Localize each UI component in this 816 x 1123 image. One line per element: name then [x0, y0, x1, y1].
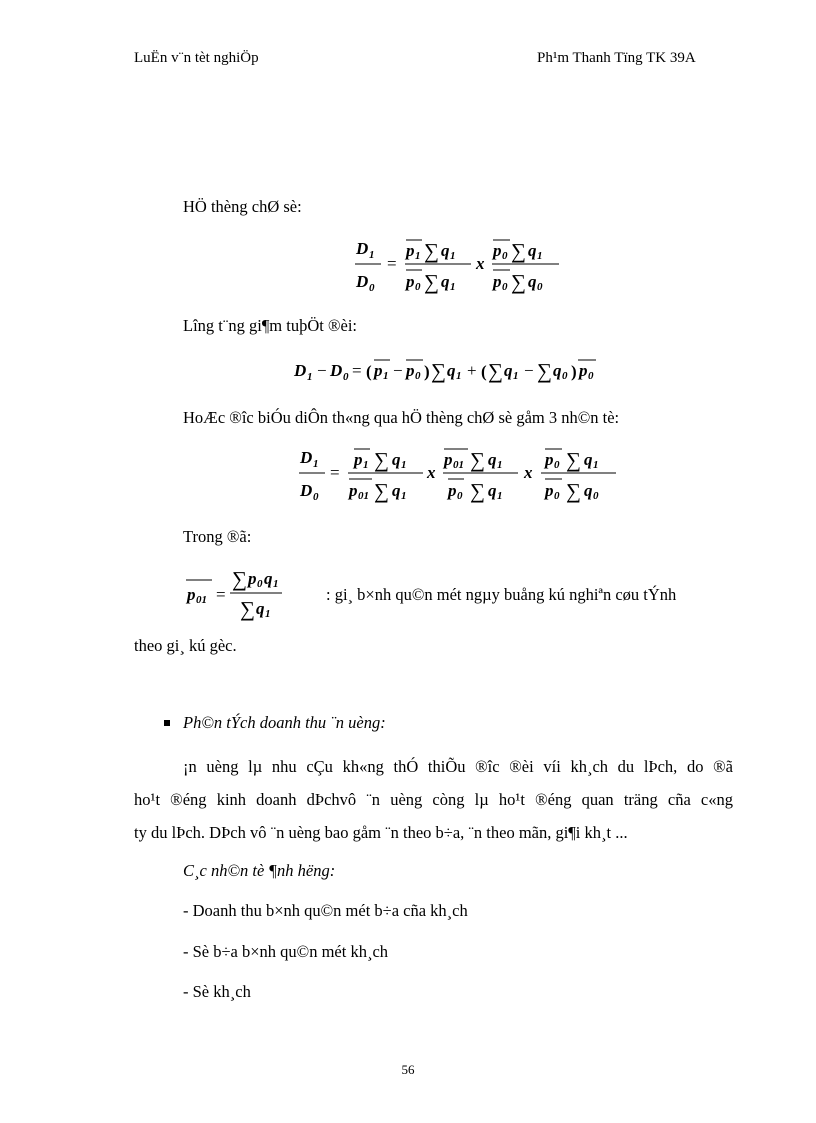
- svg-text:p: p: [545, 450, 554, 469]
- svg-text:0: 0: [313, 491, 319, 503]
- formula-average-price: [184, 566, 324, 624]
- svg-text:=: =: [216, 585, 226, 604]
- svg-text:∑: ∑: [566, 448, 581, 472]
- svg-text:1: 1: [513, 370, 519, 382]
- header-right: Ph¹m Thanh Tïng TK 39A: [537, 50, 696, 66]
- svg-text:∑: ∑: [488, 359, 503, 383]
- svg-text:1: 1: [383, 370, 389, 382]
- svg-text:−: −: [317, 361, 327, 380]
- svg-text:01: 01: [196, 594, 207, 606]
- header-left: LuËn v¨n tèt nghiÖp: [134, 50, 259, 66]
- svg-text:−: −: [393, 361, 403, 380]
- svg-text:p: p: [579, 361, 588, 380]
- svg-text:1: 1: [265, 608, 271, 620]
- svg-text:q: q: [488, 450, 497, 469]
- paragraph-three-factors: HoÆc ®îc biÓu diÔn th«ng qua hÖ thèng chØ sè gåm 3 nh©n tè:: [183, 408, 620, 427]
- svg-text:x: x: [524, 463, 533, 482]
- svg-text:∑: ∑: [424, 270, 439, 294]
- svg-text:∑: ∑: [431, 359, 446, 383]
- svg-text:=: =: [352, 361, 362, 380]
- svg-text:q: q: [488, 481, 497, 500]
- svg-text:∑: ∑: [470, 448, 485, 472]
- svg-text:0: 0: [343, 371, 349, 383]
- svg-text:p: p: [349, 481, 358, 500]
- svg-text:=: =: [387, 254, 397, 273]
- svg-text:D: D: [356, 272, 369, 291]
- svg-text:0: 0: [502, 281, 508, 293]
- paragraph-base-price: theo gi¸ kú gèc.: [134, 636, 237, 655]
- svg-text:(: (: [481, 362, 487, 381]
- formula-three-factor-index: [298, 441, 628, 505]
- bullet-square-icon: [164, 720, 170, 726]
- body-line-2: ho¹t ®éng kinh doanh dÞchvô ¨n uèng còng lµ ho¹t ®éng quan träng cña c«ng: [134, 790, 733, 809]
- svg-text:q: q: [528, 272, 537, 291]
- svg-text:0: 0: [562, 370, 568, 382]
- svg-text:1: 1: [415, 250, 421, 262]
- svg-text:0: 0: [554, 490, 560, 502]
- svg-text:1: 1: [313, 458, 319, 470]
- svg-text:0: 0: [593, 490, 599, 502]
- factor-item: - Doanh thu b×nh qu©n mét b÷a cña kh¸ch: [183, 901, 468, 920]
- factor-item: - Sè b÷a b×nh qu©n mét kh¸ch: [183, 942, 389, 961]
- svg-text:p: p: [354, 450, 363, 469]
- svg-text:1: 1: [593, 459, 599, 471]
- svg-text:∑: ∑: [566, 479, 581, 503]
- svg-text:+: +: [467, 361, 477, 380]
- section-title-food-revenue: Ph©n tÝch doanh thu ¨n uèng:: [183, 713, 386, 732]
- svg-text:0: 0: [257, 578, 263, 590]
- svg-text:q: q: [441, 272, 450, 291]
- svg-text:1: 1: [497, 459, 503, 471]
- svg-text:q: q: [584, 481, 593, 500]
- body-line-1: ¡n uèng lµ nhu cÇu kh«ng thÓ thiÕu ®îc ®èi víi kh¸ch du lÞch, do ®ã: [183, 757, 733, 776]
- factor-item: - Sè kh¸ch: [183, 982, 251, 1001]
- svg-text:p: p: [545, 481, 554, 500]
- body-line-3: ty du lÞch. DÞch vô ¨n uèng bao gåm ¨n theo b÷a, ¨n theo mãn, gi¶i kh¸t ...: [134, 823, 628, 842]
- paragraph-absolute-change: Lîng t¨ng gi¶m tuþÖt ®èi:: [183, 316, 357, 335]
- svg-text:x: x: [476, 254, 485, 273]
- svg-text:0: 0: [415, 370, 421, 382]
- svg-text:p: p: [406, 272, 415, 291]
- svg-text:p: p: [493, 241, 502, 260]
- svg-text:1: 1: [401, 490, 407, 502]
- svg-text:q: q: [392, 450, 401, 469]
- svg-text:1: 1: [369, 249, 375, 261]
- factors-title: C¸c nh©n tè ¶nh hëng:: [183, 861, 336, 880]
- svg-text:p: p: [248, 569, 257, 588]
- svg-text:0: 0: [554, 459, 560, 471]
- svg-text:1: 1: [273, 578, 279, 590]
- formula-index-system: [354, 232, 574, 296]
- svg-text:q: q: [264, 569, 273, 588]
- svg-text:p: p: [187, 585, 196, 604]
- svg-text:q: q: [256, 599, 265, 618]
- svg-text:1: 1: [537, 250, 543, 262]
- svg-text:D: D: [330, 361, 343, 380]
- svg-text:p: p: [406, 361, 415, 380]
- svg-text:D: D: [300, 448, 313, 467]
- svg-text:1: 1: [456, 370, 462, 382]
- svg-text:q: q: [528, 241, 537, 260]
- svg-text:q: q: [504, 361, 513, 380]
- svg-text:∑: ∑: [511, 270, 526, 294]
- svg-text:0: 0: [415, 281, 421, 293]
- svg-text:1: 1: [363, 459, 369, 471]
- average-price-description: : gi¸ b×nh qu©n mét ngµy buång kú nghiªn cøu tÝnh: [326, 585, 677, 604]
- paragraph-where: Trong ®ã:: [183, 527, 252, 546]
- svg-text:∑: ∑: [424, 239, 439, 263]
- svg-text:q: q: [553, 361, 562, 380]
- svg-text:q: q: [447, 361, 456, 380]
- svg-text:=: =: [330, 463, 340, 482]
- svg-text:0: 0: [537, 281, 543, 293]
- formula-absolute-change: [292, 352, 632, 388]
- svg-text:∑: ∑: [537, 359, 552, 383]
- svg-text:D: D: [356, 239, 369, 258]
- svg-text:∑: ∑: [470, 479, 485, 503]
- svg-text:p: p: [406, 241, 415, 260]
- svg-text:p: p: [448, 481, 457, 500]
- svg-text:∑: ∑: [511, 239, 526, 263]
- svg-text:D: D: [300, 481, 313, 500]
- svg-text:p: p: [374, 361, 383, 380]
- svg-text:(: (: [366, 362, 372, 381]
- svg-text:01: 01: [453, 459, 464, 471]
- svg-text:1: 1: [450, 281, 456, 293]
- svg-text:p: p: [493, 272, 502, 291]
- svg-text:∑: ∑: [374, 448, 389, 472]
- svg-text:0: 0: [457, 490, 463, 502]
- svg-text:q: q: [584, 450, 593, 469]
- svg-text:1: 1: [401, 459, 407, 471]
- svg-text:0: 0: [502, 250, 508, 262]
- svg-text:x: x: [427, 463, 436, 482]
- svg-text:∑: ∑: [374, 479, 389, 503]
- svg-text:1: 1: [497, 490, 503, 502]
- svg-text:1: 1: [307, 371, 313, 383]
- svg-text:−: −: [524, 361, 534, 380]
- svg-text:∑: ∑: [240, 597, 255, 621]
- svg-text:q: q: [392, 481, 401, 500]
- svg-text:∑: ∑: [232, 567, 247, 591]
- svg-text:0: 0: [369, 282, 375, 294]
- svg-text:): ): [424, 362, 430, 381]
- svg-text:01: 01: [358, 490, 369, 502]
- svg-text:1: 1: [450, 250, 456, 262]
- page-number: 56: [401, 1062, 415, 1077]
- svg-text:): ): [571, 362, 577, 381]
- paragraph-index-system: HÖ thèng chØ sè:: [183, 197, 302, 216]
- svg-text:0: 0: [588, 370, 594, 382]
- svg-text:p: p: [444, 450, 453, 469]
- svg-text:q: q: [441, 241, 450, 260]
- svg-text:D: D: [294, 361, 307, 380]
